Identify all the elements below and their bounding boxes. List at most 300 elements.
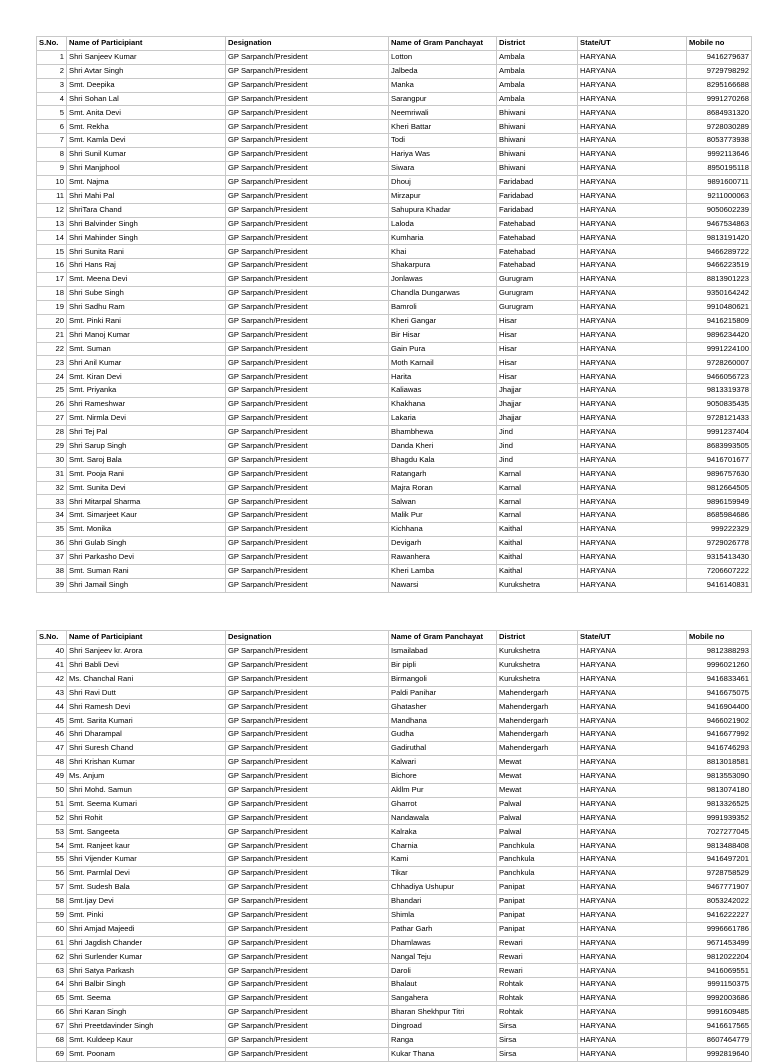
cell-designation: GP Sarpanch/President xyxy=(226,509,389,523)
cell-district: Fatehabad xyxy=(497,259,578,273)
table-row xyxy=(37,439,752,453)
cell-sno: 28 xyxy=(37,425,67,439)
cell-name: Shri Hans Raj xyxy=(67,259,226,273)
cell-name: Shri Satya Parkash xyxy=(67,964,226,978)
header-designation: Designation xyxy=(226,631,389,645)
cell-sno: 26 xyxy=(37,398,67,412)
cell-district: Sirsa xyxy=(497,1019,578,1033)
cell-mobile: 9813074180 xyxy=(687,783,752,797)
cell-designation: GP Sarpanch/President xyxy=(226,328,389,342)
cell-sno: 8 xyxy=(37,148,67,162)
cell-sno: 65 xyxy=(37,992,67,1006)
table-row xyxy=(37,797,752,811)
cell-district: Panchkula xyxy=(497,867,578,881)
cell-name: Smt. Suman xyxy=(67,342,226,356)
cell-mobile: 9211000063 xyxy=(687,189,752,203)
cell-designation: GP Sarpanch/President xyxy=(226,453,389,467)
cell-name: Smt. Pinki Rani xyxy=(67,314,226,328)
cell-gram-panchayat: Pathar Garh xyxy=(389,922,497,936)
cell-district: Mahendergarh xyxy=(497,714,578,728)
cell-name: Smt.Ijay Devi xyxy=(67,894,226,908)
table-row xyxy=(37,1006,752,1020)
cell-district: Rohtak xyxy=(497,1006,578,1020)
cell-gram-panchayat: Ranga xyxy=(389,1033,497,1047)
cell-sno: 62 xyxy=(37,950,67,964)
cell-district: Karnal xyxy=(497,467,578,481)
cell-state: HARYANA xyxy=(578,537,687,551)
cell-name: Shri Parkasho Devi xyxy=(67,550,226,564)
cell-state: HARYANA xyxy=(578,175,687,189)
cell-designation: GP Sarpanch/President xyxy=(226,259,389,273)
cell-district: Rewari xyxy=(497,936,578,950)
cell-sno: 5 xyxy=(37,106,67,120)
cell-mobile: 9671453499 xyxy=(687,936,752,950)
cell-sno: 44 xyxy=(37,700,67,714)
header-name: Name of Participiant xyxy=(67,631,226,645)
cell-name: Smt. Seema Kumari xyxy=(67,797,226,811)
cell-district: Gurugram xyxy=(497,273,578,287)
cell-sno: 40 xyxy=(37,644,67,658)
cell-district: Hisar xyxy=(497,314,578,328)
cell-designation: GP Sarpanch/President xyxy=(226,314,389,328)
cell-gram-panchayat: Dingroad xyxy=(389,1019,497,1033)
cell-designation: GP Sarpanch/President xyxy=(226,839,389,853)
cell-mobile: 8813901223 xyxy=(687,273,752,287)
cell-designation: GP Sarpanch/President xyxy=(226,384,389,398)
cell-gram-panchayat: Birmangoli xyxy=(389,672,497,686)
cell-sno: 60 xyxy=(37,922,67,936)
cell-mobile: 9416675075 xyxy=(687,686,752,700)
cell-mobile: 9728121433 xyxy=(687,412,752,426)
cell-state: HARYANA xyxy=(578,728,687,742)
cell-district: Panipat xyxy=(497,894,578,908)
cell-mobile: 8813018581 xyxy=(687,756,752,770)
cell-designation: GP Sarpanch/President xyxy=(226,134,389,148)
cell-state: HARYANA xyxy=(578,839,687,853)
header-state: State/UT xyxy=(578,631,687,645)
cell-district: Kaithal xyxy=(497,523,578,537)
header-gram-panchayat: Name of Gram Panchayat xyxy=(389,37,497,51)
cell-state: HARYANA xyxy=(578,162,687,176)
cell-name: Shri Mahi Pal xyxy=(67,189,226,203)
cell-mobile: 9729798292 xyxy=(687,64,752,78)
cell-sno: 49 xyxy=(37,769,67,783)
cell-state: HARYANA xyxy=(578,1006,687,1020)
table-row xyxy=(37,578,752,592)
cell-mobile: 9729026778 xyxy=(687,537,752,551)
table-row xyxy=(37,175,752,189)
table-row xyxy=(37,287,752,301)
cell-state: HARYANA xyxy=(578,231,687,245)
table-row xyxy=(37,978,752,992)
cell-state: HARYANA xyxy=(578,370,687,384)
cell-gram-panchayat: Kheri Battar xyxy=(389,120,497,134)
cell-mobile: 9416497201 xyxy=(687,853,752,867)
table-row xyxy=(37,867,752,881)
cell-state: HARYANA xyxy=(578,314,687,328)
cell-gram-panchayat: Siwara xyxy=(389,162,497,176)
cell-gram-panchayat: Todi xyxy=(389,134,497,148)
cell-name: Shri Ramesh Devi xyxy=(67,700,226,714)
cell-mobile: 9350164242 xyxy=(687,287,752,301)
participants-table xyxy=(36,36,752,593)
cell-gram-panchayat: Devigarh xyxy=(389,537,497,551)
table-row xyxy=(37,495,752,509)
cell-state: HARYANA xyxy=(578,672,687,686)
cell-state: HARYANA xyxy=(578,217,687,231)
cell-gram-panchayat: Chhadiya Ushupur xyxy=(389,881,497,895)
cell-gram-panchayat: Chandla Dungarwas xyxy=(389,287,497,301)
cell-designation: GP Sarpanch/President xyxy=(226,356,389,370)
cell-sno: 34 xyxy=(37,509,67,523)
cell-mobile: 9416617565 xyxy=(687,1019,752,1033)
cell-sno: 23 xyxy=(37,356,67,370)
cell-sno: 38 xyxy=(37,564,67,578)
table-row xyxy=(37,658,752,672)
cell-sno: 14 xyxy=(37,231,67,245)
cell-designation: GP Sarpanch/President xyxy=(226,894,389,908)
table-row xyxy=(37,894,752,908)
header-state: State/UT xyxy=(578,37,687,51)
cell-gram-panchayat: Kaliawas xyxy=(389,384,497,398)
cell-name: Ms. Chanchal Rani xyxy=(67,672,226,686)
cell-state: HARYANA xyxy=(578,564,687,578)
cell-state: HARYANA xyxy=(578,978,687,992)
table-row xyxy=(37,453,752,467)
cell-state: HARYANA xyxy=(578,509,687,523)
cell-state: HARYANA xyxy=(578,1033,687,1047)
cell-gram-panchayat: Majra Roran xyxy=(389,481,497,495)
cell-sno: 33 xyxy=(37,495,67,509)
cell-name: Shri Avtar Singh xyxy=(67,64,226,78)
cell-designation: GP Sarpanch/President xyxy=(226,811,389,825)
cell-sno: 54 xyxy=(37,839,67,853)
cell-name: Shri Preetdavinder Singh xyxy=(67,1019,226,1033)
cell-gram-panchayat: Laloda xyxy=(389,217,497,231)
cell-name: Smt. Meena Devi xyxy=(67,273,226,287)
cell-sno: 18 xyxy=(37,287,67,301)
header-district: District xyxy=(497,37,578,51)
cell-mobile: 8685984686 xyxy=(687,509,752,523)
cell-sno: 42 xyxy=(37,672,67,686)
cell-designation: GP Sarpanch/President xyxy=(226,273,389,287)
cell-mobile: 9992003686 xyxy=(687,992,752,1006)
cell-sno: 15 xyxy=(37,245,67,259)
cell-district: Karnal xyxy=(497,495,578,509)
table-row xyxy=(37,537,752,551)
cell-district: Kurukshetra xyxy=(497,644,578,658)
cell-sno: 3 xyxy=(37,78,67,92)
cell-name: Shri Jagdish Chander xyxy=(67,936,226,950)
cell-state: HARYANA xyxy=(578,644,687,658)
cell-sno: 21 xyxy=(37,328,67,342)
cell-state: HARYANA xyxy=(578,992,687,1006)
cell-mobile: 9416279637 xyxy=(687,50,752,64)
cell-district: Mewat xyxy=(497,769,578,783)
cell-sno: 6 xyxy=(37,120,67,134)
cell-mobile: 8295166688 xyxy=(687,78,752,92)
cell-name: Smt. Monika xyxy=(67,523,226,537)
cell-name: Smt. Pinki xyxy=(67,908,226,922)
cell-state: HARYANA xyxy=(578,273,687,287)
cell-district: Palwal xyxy=(497,825,578,839)
cell-mobile: 9891600711 xyxy=(687,175,752,189)
cell-name: Shri Anil Kumar xyxy=(67,356,226,370)
cell-district: Hisar xyxy=(497,370,578,384)
cell-mobile: 9050602239 xyxy=(687,203,752,217)
cell-sno: 19 xyxy=(37,300,67,314)
cell-state: HARYANA xyxy=(578,578,687,592)
cell-gram-panchayat: Shakarpura xyxy=(389,259,497,273)
cell-district: Palwal xyxy=(497,797,578,811)
table-row xyxy=(37,769,752,783)
cell-state: HARYANA xyxy=(578,495,687,509)
table-row xyxy=(37,148,752,162)
cell-gram-panchayat: Salwan xyxy=(389,495,497,509)
cell-designation: GP Sarpanch/President xyxy=(226,881,389,895)
cell-designation: GP Sarpanch/President xyxy=(226,231,389,245)
cell-gram-panchayat: Charnia xyxy=(389,839,497,853)
cell-sno: 63 xyxy=(37,964,67,978)
cell-designation: GP Sarpanch/President xyxy=(226,936,389,950)
table-row xyxy=(37,203,752,217)
cell-mobile: 8607464779 xyxy=(687,1033,752,1047)
cell-sno: 10 xyxy=(37,175,67,189)
cell-gram-panchayat: Gain Pura xyxy=(389,342,497,356)
cell-district: Mewat xyxy=(497,783,578,797)
cell-district: Panchkula xyxy=(497,853,578,867)
cell-mobile: 9991237404 xyxy=(687,425,752,439)
cell-mobile: 9812664505 xyxy=(687,481,752,495)
cell-designation: GP Sarpanch/President xyxy=(226,578,389,592)
table-row xyxy=(37,742,752,756)
table-row xyxy=(37,328,752,342)
cell-name: Shri Jamail Singh xyxy=(67,578,226,592)
cell-designation: GP Sarpanch/President xyxy=(226,1019,389,1033)
cell-sno: 47 xyxy=(37,742,67,756)
table-row xyxy=(37,78,752,92)
cell-name: Smt. Sudesh Bala xyxy=(67,881,226,895)
cell-state: HARYANA xyxy=(578,922,687,936)
cell-state: HARYANA xyxy=(578,867,687,881)
participants-table-page-1 xyxy=(36,36,749,593)
cell-district: Faridabad xyxy=(497,175,578,189)
cell-designation: GP Sarpanch/President xyxy=(226,106,389,120)
cell-district: Rohtak xyxy=(497,978,578,992)
cell-mobile: 7027277045 xyxy=(687,825,752,839)
cell-sno: 29 xyxy=(37,439,67,453)
cell-gram-panchayat: Gharrot xyxy=(389,797,497,811)
cell-gram-panchayat: Gadiruthal xyxy=(389,742,497,756)
cell-gram-panchayat: Lakaria xyxy=(389,412,497,426)
cell-gram-panchayat: Lotton xyxy=(389,50,497,64)
table-row xyxy=(37,1033,752,1047)
cell-designation: GP Sarpanch/President xyxy=(226,867,389,881)
cell-sno: 48 xyxy=(37,756,67,770)
cell-sno: 46 xyxy=(37,728,67,742)
header-district: District xyxy=(497,631,578,645)
cell-name: Shri Amjad Majeedi xyxy=(67,922,226,936)
cell-designation: GP Sarpanch/President xyxy=(226,203,389,217)
cell-state: HARYANA xyxy=(578,811,687,825)
cell-gram-panchayat: Danda Kheri xyxy=(389,439,497,453)
cell-gram-panchayat: Khai xyxy=(389,245,497,259)
cell-state: HARYANA xyxy=(578,287,687,301)
cell-name: Shri Sadhu Ram xyxy=(67,300,226,314)
cell-name: Smt. Ranjeet kaur xyxy=(67,839,226,853)
table-row xyxy=(37,384,752,398)
cell-state: HARYANA xyxy=(578,881,687,895)
cell-sno: 27 xyxy=(37,412,67,426)
cell-state: HARYANA xyxy=(578,203,687,217)
cell-state: HARYANA xyxy=(578,384,687,398)
cell-district: Gurugram xyxy=(497,287,578,301)
cell-designation: GP Sarpanch/President xyxy=(226,300,389,314)
cell-sno: 1 xyxy=(37,50,67,64)
cell-mobile: 9991150375 xyxy=(687,978,752,992)
cell-district: Bhiwani xyxy=(497,106,578,120)
cell-gram-panchayat: Gudha xyxy=(389,728,497,742)
table-row xyxy=(37,839,752,853)
cell-mobile: 9416746293 xyxy=(687,742,752,756)
cell-name: Shri Surlender Kumar xyxy=(67,950,226,964)
table-row xyxy=(37,259,752,273)
cell-mobile: 9466056723 xyxy=(687,370,752,384)
cell-mobile: 9416140831 xyxy=(687,578,752,592)
cell-name: Smt. Simarjeet Kaur xyxy=(67,509,226,523)
table-row xyxy=(37,922,752,936)
cell-designation: GP Sarpanch/President xyxy=(226,189,389,203)
cell-state: HARYANA xyxy=(578,453,687,467)
cell-gram-panchayat: Mandhana xyxy=(389,714,497,728)
cell-name: Shri Suresh Chand xyxy=(67,742,226,756)
cell-designation: GP Sarpanch/President xyxy=(226,964,389,978)
cell-designation: GP Sarpanch/President xyxy=(226,50,389,64)
cell-mobile: 9467534863 xyxy=(687,217,752,231)
cell-state: HARYANA xyxy=(578,825,687,839)
cell-mobile: 9466289722 xyxy=(687,245,752,259)
cell-name: Shri Manoj Kumar xyxy=(67,328,226,342)
cell-mobile: 9812388293 xyxy=(687,644,752,658)
table-row xyxy=(37,1047,752,1061)
cell-gram-panchayat: Sahupura Khadar xyxy=(389,203,497,217)
cell-name: Smt. Najma xyxy=(67,175,226,189)
cell-district: Gurugram xyxy=(497,300,578,314)
cell-name: Smt. Suman Rani xyxy=(67,564,226,578)
table-row xyxy=(37,881,752,895)
cell-state: HARYANA xyxy=(578,439,687,453)
cell-district: Ambala xyxy=(497,64,578,78)
cell-mobile: 9991939352 xyxy=(687,811,752,825)
cell-district: Hisar xyxy=(497,356,578,370)
cell-mobile: 9813488408 xyxy=(687,839,752,853)
table-row xyxy=(37,686,752,700)
cell-state: HARYANA xyxy=(578,259,687,273)
cell-sno: 13 xyxy=(37,217,67,231)
cell-name: Smt. Saroj Bala xyxy=(67,453,226,467)
cell-designation: GP Sarpanch/President xyxy=(226,342,389,356)
participants-table xyxy=(36,630,752,1062)
cell-sno: 69 xyxy=(37,1047,67,1061)
cell-name: Shri Mahinder Singh xyxy=(67,231,226,245)
cell-gram-panchayat: Rawanhera xyxy=(389,550,497,564)
cell-gram-panchayat: Paldi Panihar xyxy=(389,686,497,700)
cell-name: Shri Balbir Singh xyxy=(67,978,226,992)
table-row xyxy=(37,342,752,356)
cell-mobile: 8053242022 xyxy=(687,894,752,908)
cell-designation: GP Sarpanch/President xyxy=(226,853,389,867)
cell-state: HARYANA xyxy=(578,134,687,148)
cell-sno: 52 xyxy=(37,811,67,825)
cell-district: Ambala xyxy=(497,78,578,92)
cell-name: Shri Rohit xyxy=(67,811,226,825)
cell-district: Sirsa xyxy=(497,1047,578,1061)
header-sno: S.No. xyxy=(37,37,67,51)
cell-gram-panchayat: Kalwari xyxy=(389,756,497,770)
cell-mobile: 9728758529 xyxy=(687,867,752,881)
table-row xyxy=(37,756,752,770)
cell-designation: GP Sarpanch/President xyxy=(226,700,389,714)
cell-designation: GP Sarpanch/President xyxy=(226,495,389,509)
cell-gram-panchayat: Dhouj xyxy=(389,175,497,189)
cell-district: Bhiwani xyxy=(497,120,578,134)
cell-name: Smt. Sarita Kumari xyxy=(67,714,226,728)
cell-district: Hisar xyxy=(497,342,578,356)
table-row xyxy=(37,481,752,495)
cell-mobile: 9813191420 xyxy=(687,231,752,245)
cell-designation: GP Sarpanch/President xyxy=(226,175,389,189)
cell-gram-panchayat: Kalraka xyxy=(389,825,497,839)
cell-designation: GP Sarpanch/President xyxy=(226,769,389,783)
cell-sno: 22 xyxy=(37,342,67,356)
cell-gram-panchayat: Dhamlawas xyxy=(389,936,497,950)
cell-designation: GP Sarpanch/President xyxy=(226,756,389,770)
cell-state: HARYANA xyxy=(578,769,687,783)
cell-district: Panipat xyxy=(497,881,578,895)
cell-sno: 67 xyxy=(37,1019,67,1033)
cell-sno: 37 xyxy=(37,550,67,564)
table-row xyxy=(37,1019,752,1033)
table-row xyxy=(37,106,752,120)
cell-designation: GP Sarpanch/President xyxy=(226,148,389,162)
table-row xyxy=(37,300,752,314)
cell-district: Sirsa xyxy=(497,1033,578,1047)
cell-state: HARYANA xyxy=(578,189,687,203)
cell-state: HARYANA xyxy=(578,936,687,950)
cell-mobile: 9416069551 xyxy=(687,964,752,978)
cell-name: Shri Krishan Kumar xyxy=(67,756,226,770)
cell-district: Mahendergarh xyxy=(497,742,578,756)
cell-gram-panchayat: Ratangarh xyxy=(389,467,497,481)
cell-name: Shri Tej Pal xyxy=(67,425,226,439)
cell-sno: 11 xyxy=(37,189,67,203)
cell-gram-panchayat: Jonlawas xyxy=(389,273,497,287)
cell-designation: GP Sarpanch/President xyxy=(226,825,389,839)
cell-gram-panchayat: Daroli xyxy=(389,964,497,978)
cell-name: Shri Dharampal xyxy=(67,728,226,742)
table-row xyxy=(37,231,752,245)
cell-state: HARYANA xyxy=(578,412,687,426)
cell-sno: 55 xyxy=(37,853,67,867)
cell-designation: GP Sarpanch/President xyxy=(226,672,389,686)
cell-state: HARYANA xyxy=(578,342,687,356)
cell-designation: GP Sarpanch/President xyxy=(226,922,389,936)
cell-designation: GP Sarpanch/President xyxy=(226,797,389,811)
cell-designation: GP Sarpanch/President xyxy=(226,783,389,797)
cell-district: Kaithal xyxy=(497,564,578,578)
cell-gram-panchayat: Sangahera xyxy=(389,992,497,1006)
cell-sno: 43 xyxy=(37,686,67,700)
